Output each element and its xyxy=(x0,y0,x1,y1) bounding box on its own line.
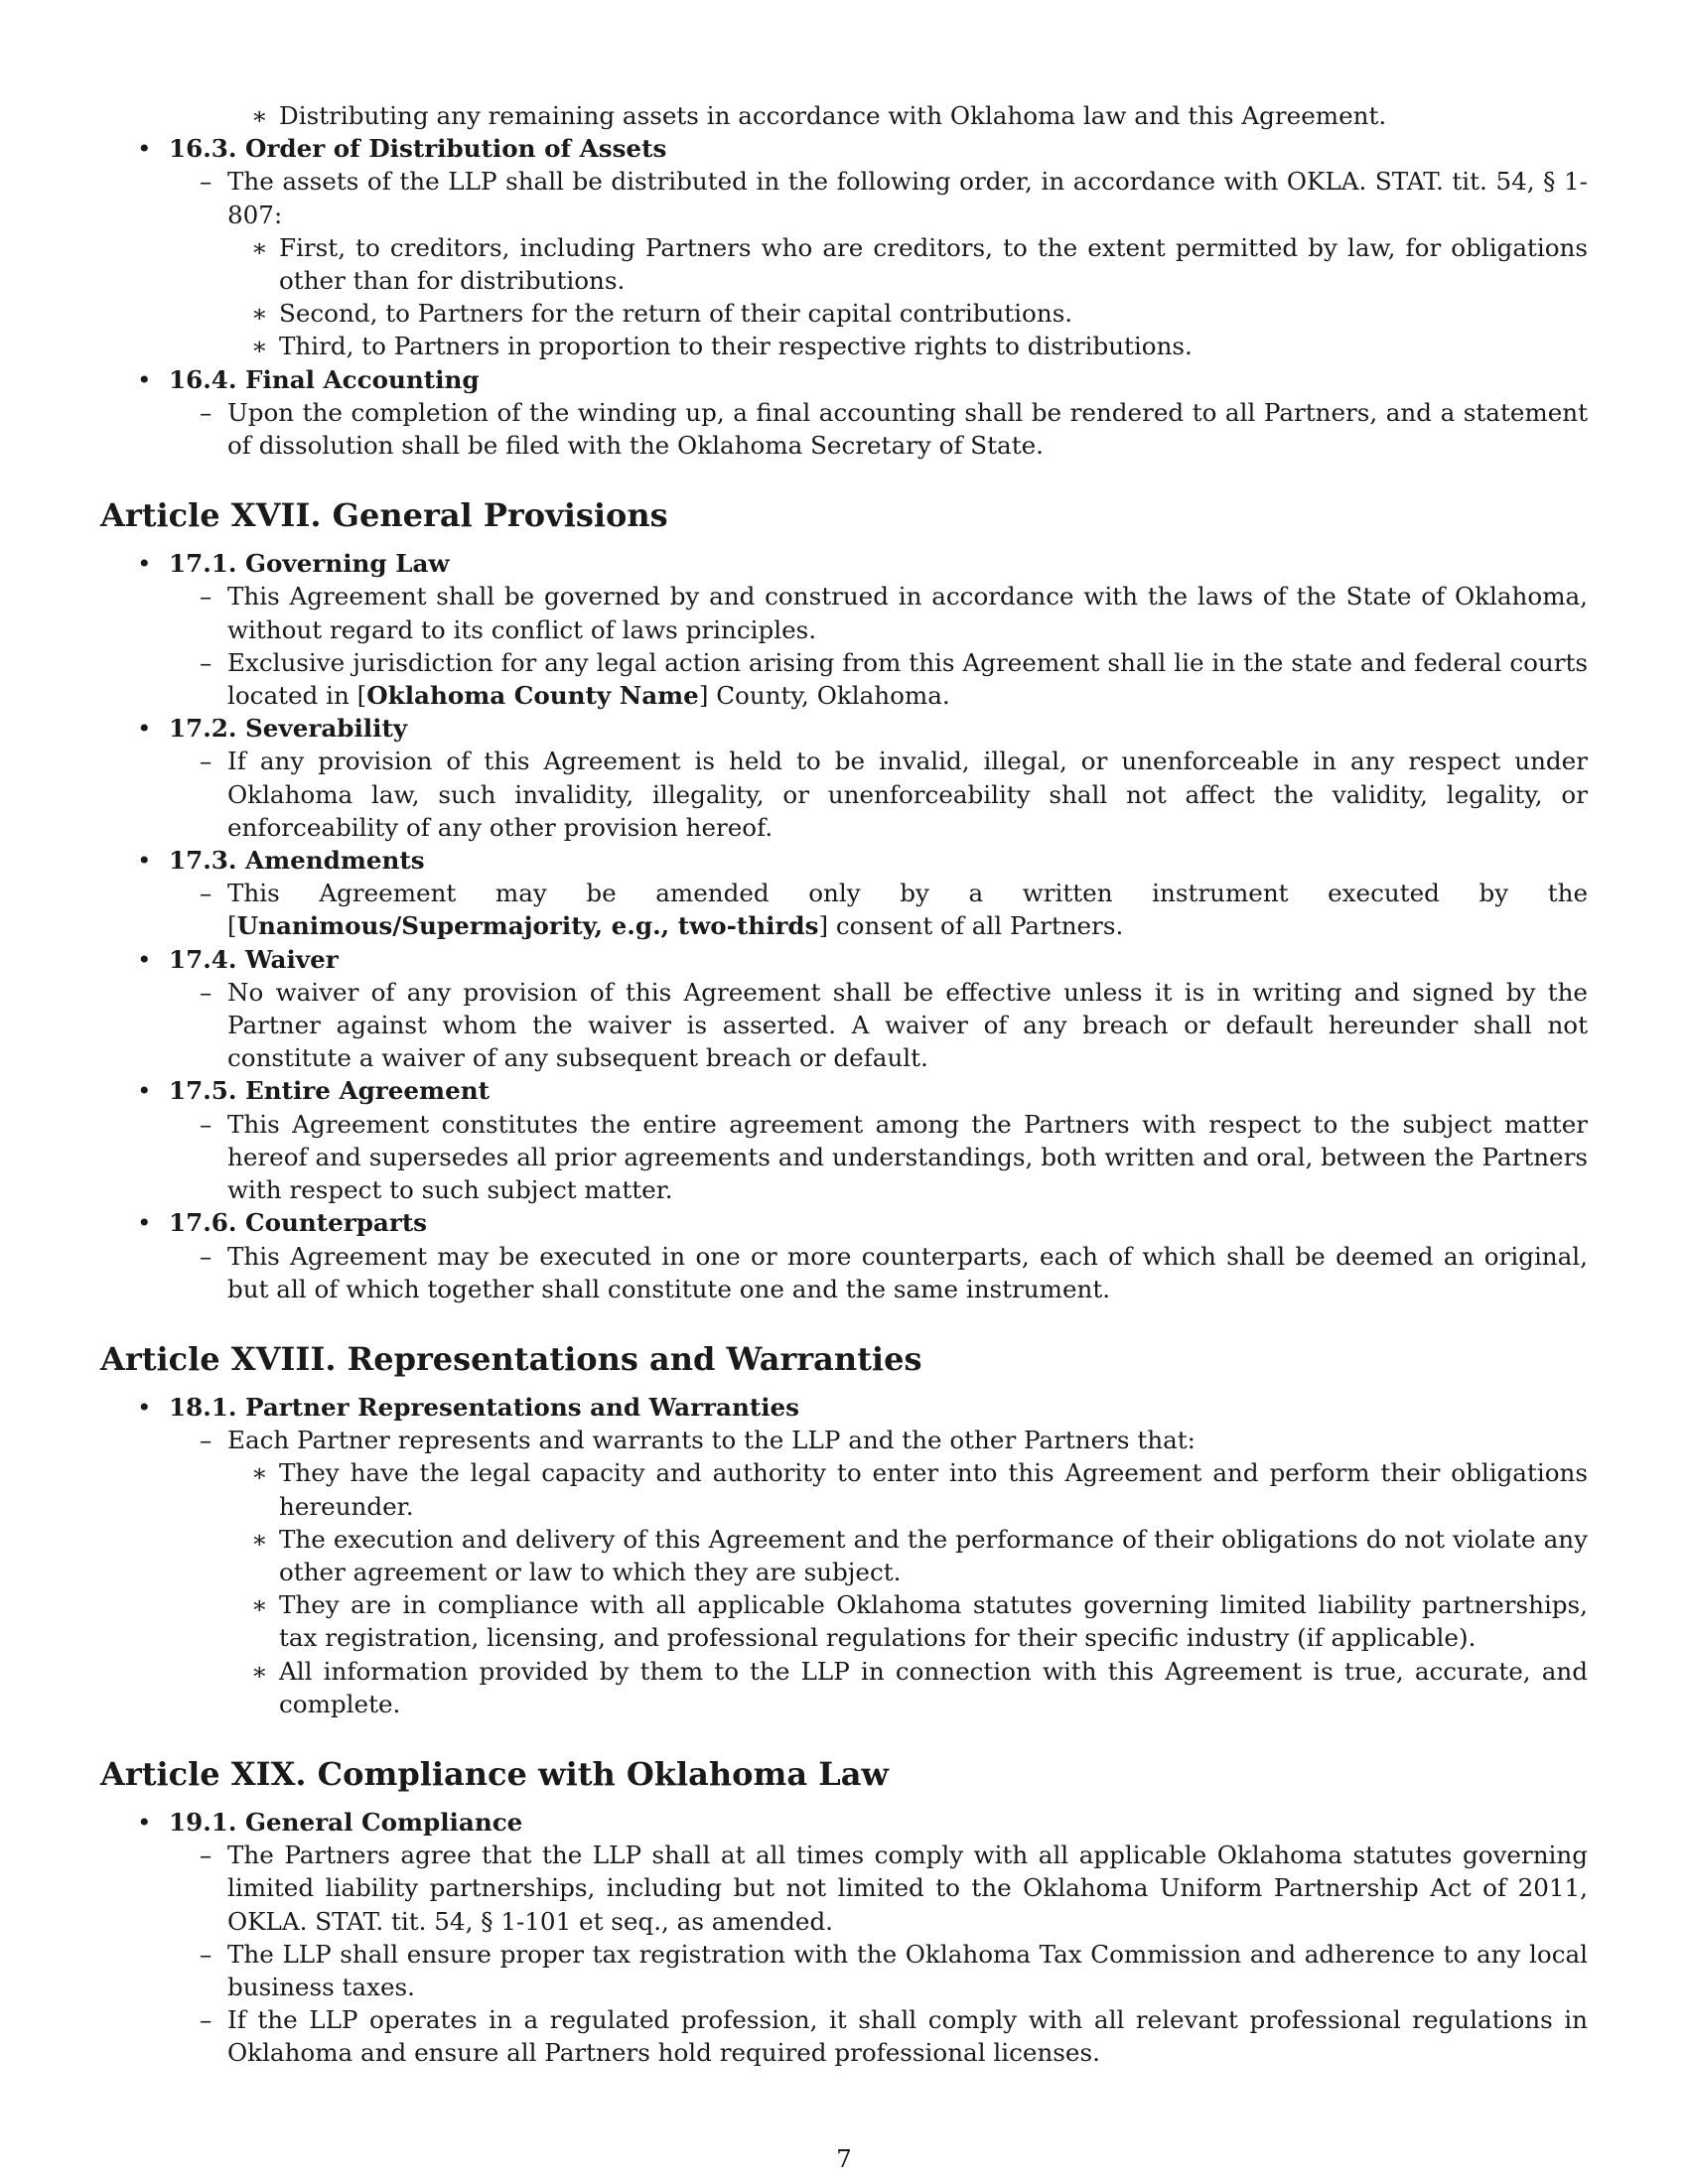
list-item xyxy=(100,2003,1588,2069)
dash-marker: – xyxy=(200,1241,212,1271)
dash-marker: – xyxy=(200,582,212,612)
dash-marker: – xyxy=(200,647,212,677)
placeholder-consent: Unanimous/Supermajority, e.g., two-thirds xyxy=(236,911,819,941)
star-marker: ∗ xyxy=(251,1458,268,1488)
bullet-marker: • xyxy=(137,1208,152,1238)
section-17-3 xyxy=(100,844,1588,877)
item-text xyxy=(227,877,1588,942)
bullet-marker: • xyxy=(137,846,152,876)
item-text: They are in compliance with all applicable Oklahoma statutes governing limited liability partnerships, tax registration, licensing, and professional regulations for their specific industry (if applicable). xyxy=(279,1590,1588,1653)
section-heading: 17.2. Severability xyxy=(169,714,408,744)
section-heading: 17.1. Governing Law xyxy=(169,549,450,579)
star-marker: ∗ xyxy=(251,1524,268,1554)
text-part: Exclusive jurisdiction for any legal action arising from this Agreement shall lie in the state and federal courts located in [ xyxy=(227,647,1588,711)
item-text: Upon the completion of the winding up, a final accounting shall be rendered to all Partners, and a statement of dissolution shall be filed with the Oklahoma Secretary of State. xyxy=(227,397,1588,461)
section-17-6 xyxy=(100,1206,1588,1239)
article-18-title: Article XVIII. Representations and Warranties xyxy=(100,1339,922,1378)
dash-marker: – xyxy=(200,2005,212,2035)
item-text: The assets of the LLP shall be distributed in the following order, in accordance with OKLA. STAT. tit. 54, § 1-807: xyxy=(227,167,1588,229)
list-item xyxy=(100,1108,1588,1207)
item-text: This Agreement shall be governed by and construed in accordance with the laws of the State of Oklahoma, without regard to its conflict of laws principles. xyxy=(227,582,1588,644)
item-text: They have the legal capacity and authority to enter into this Agreement and perform their obligations hereunder. xyxy=(279,1458,1588,1521)
section-heading: 17.6. Counterparts xyxy=(169,1208,428,1238)
item-text: First, to creditors, including Partners who are creditors, to the extent permitted by law, for obligations other than for distributions. xyxy=(279,232,1588,296)
section-heading: 17.4. Waiver xyxy=(169,944,339,974)
section-17-2 xyxy=(100,712,1588,745)
dash-marker: – xyxy=(200,1426,212,1455)
bullet-marker: • xyxy=(137,1392,152,1422)
dash-marker: – xyxy=(200,1939,212,1969)
item-text: Third, to Partners in proportion to their respective rights to distributions. xyxy=(279,332,1193,361)
section-heading: 16.3. Order of Distribution of Assets xyxy=(169,134,667,164)
list-item xyxy=(100,580,1588,645)
item-text: This Agreement constitutes the entire agreement among the Partners with respect to the subject matter hereof and supersedes all prior agreements and understandings, both written and oral, between the Partners with respect to such subject matter. xyxy=(227,1109,1588,1205)
star-marker: ∗ xyxy=(251,232,268,262)
item-text: If the LLP operates in a regulated profession, it shall comply with all relevant professional regulations in Oklahoma and ensure all Partners hold required professional licenses. xyxy=(227,2005,1588,2068)
item-text: No waiver of any provision of this Agreement shall be effective unless it is in writing and signed by the Partner against whom the waiver is asserted. A waiver of any breach or default hereunder shall not constitute a waiver of any subsequent breach or default. xyxy=(227,977,1588,1073)
star-marker: ∗ xyxy=(251,1590,268,1620)
section-17-5 xyxy=(100,1074,1588,1107)
section-17-1 xyxy=(100,547,1588,580)
section-heading: 17.5. Entire Agreement xyxy=(169,1076,490,1106)
dash-marker: – xyxy=(200,1109,212,1139)
list-item xyxy=(100,877,1588,942)
bullet-marker: • xyxy=(137,549,152,579)
list-item xyxy=(100,1839,1588,1938)
bullet-marker: • xyxy=(137,944,152,974)
list-item xyxy=(100,1655,1588,1720)
list-item xyxy=(100,1424,1588,1456)
section-17-4 xyxy=(100,943,1588,976)
item-text: Second, to Partners for the return of their capital contributions. xyxy=(279,299,1073,329)
section-16-3 xyxy=(100,132,1588,165)
item-text: The Partners agree that the LLP shall at all times comply with all applicable Oklahoma statutes governing limited liability partnerships, including but not limited to the Oklahoma Uniform Partnership Act of 2011, OKLA. STAT. tit. 54, § 1-101 et seq., as amended. xyxy=(227,1841,1588,1936)
star-marker: ∗ xyxy=(251,299,268,329)
text-part: ] County, Oklahoma. xyxy=(698,681,950,711)
section-16-4 xyxy=(100,363,1588,396)
list-item xyxy=(100,297,1588,330)
list-item xyxy=(100,1523,1588,1588)
item-text: Distributing any remaining assets in accordance with Oklahoma law and this Agreement. xyxy=(279,101,1387,130)
bullet-marker: • xyxy=(137,714,152,744)
list-item xyxy=(100,976,1588,1075)
list-item xyxy=(100,646,1588,712)
bullet-marker: • xyxy=(137,1076,152,1106)
list-item xyxy=(100,231,1588,297)
list-item xyxy=(100,1938,1588,2003)
dash-marker: – xyxy=(200,879,212,908)
star-marker: ∗ xyxy=(251,101,268,130)
page-body xyxy=(100,99,1588,2070)
item-text xyxy=(227,646,1588,712)
dash-marker: – xyxy=(200,1841,212,1870)
article-19-title: Article XIX. Compliance with Oklahoma Law xyxy=(100,1754,889,1793)
list-item xyxy=(100,1588,1588,1654)
item-text: If any provision of this Agreement is held to be invalid, illegal, or unenforceable in any respect under Oklahoma law, such invalidity, illegality, or unenforceability shall not affect the validity, legality, or enforceability of any other provision hereof. xyxy=(227,747,1588,842)
section-heading: 16.4. Final Accounting xyxy=(169,364,480,394)
item-text: This Agreement may be executed in one or more counterparts, each of which shall be deemed an original, but all of which together shall constitute one and the same instrument. xyxy=(227,1241,1588,1303)
dash-marker: – xyxy=(200,747,212,776)
item-text: The LLP shall ensure proper tax registration with the Oklahoma Tax Commission and adherence to any local business taxes. xyxy=(227,1939,1588,2001)
page-number: 7 xyxy=(836,2144,852,2173)
list-item xyxy=(100,396,1588,462)
dash-marker: – xyxy=(200,977,212,1007)
section-heading: 17.3. Amendments xyxy=(169,846,425,876)
star-marker: ∗ xyxy=(251,1656,268,1686)
dash-marker: – xyxy=(200,167,212,197)
bullet-marker: • xyxy=(137,364,152,394)
list-item xyxy=(100,1240,1588,1305)
star-marker: ∗ xyxy=(251,332,268,361)
bullet-marker: • xyxy=(137,1807,152,1837)
section-heading: 18.1. Partner Representations and Warranties xyxy=(169,1392,800,1422)
dash-marker: – xyxy=(200,397,212,427)
item-text: Each Partner represents and warrants to the LLP and the other Partners that: xyxy=(227,1426,1196,1455)
section-19-1 xyxy=(100,1806,1588,1839)
list-item xyxy=(100,330,1588,362)
item-text: All information provided by them to the LLP in connection with this Agreement is true, accurate, and complete. xyxy=(279,1656,1588,1718)
placeholder-county: Oklahoma County Name xyxy=(366,681,699,711)
list-item xyxy=(100,1456,1588,1522)
article-17-title: Article XVII. General Provisions xyxy=(100,496,668,535)
list-item xyxy=(100,99,1588,132)
bullet-marker: • xyxy=(137,134,152,164)
section-18-1 xyxy=(100,1391,1588,1424)
text-part: This Agreement may be amended only by a written instrument executed by the [ xyxy=(227,879,1588,941)
item-text: The execution and delivery of this Agreement and the performance of their obligations do not violate any other agreement or law to which they are subject. xyxy=(279,1524,1588,1586)
text-part: ] consent of all Partners. xyxy=(818,911,1124,941)
list-item xyxy=(100,745,1588,844)
section-heading: 19.1. General Compliance xyxy=(169,1807,523,1837)
list-item xyxy=(100,165,1588,230)
